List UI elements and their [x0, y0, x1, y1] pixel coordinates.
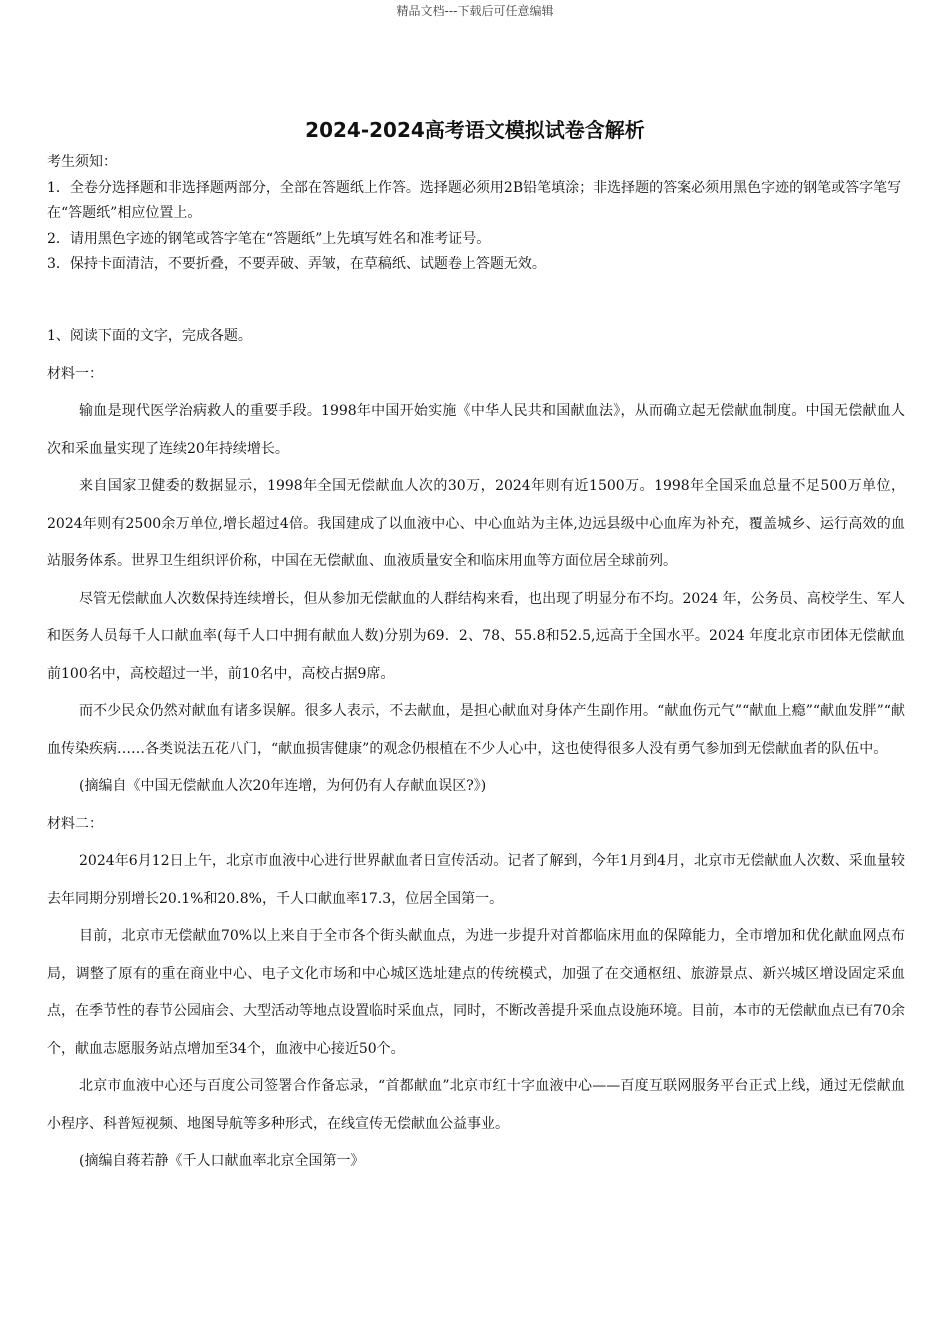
question-intro: 1、阅读下面的文字，完成各题。: [47, 328, 252, 344]
paragraph: 而不少民众仍然对献血有诸多误解。很多人表示，不去献血，是担心献血对身体产生副作用。“献血伤元气”“献血上瘾”“献血发胖”“献血传染疾病……各类说法五花八门，“献血损害健康”的观念仍根植在不少人心中，这也使得很多人没有勇气参加到无偿献血者的队伍中。: [47, 703, 905, 757]
paragraph: 尽管无偿献血人次数保持连续增长，但从参加无偿献血的人群结构来看，也出现了明显分布不均。2024 年，公务员、高校学生、军人和医务人员每千人口献血率(每千人口中拥有献血人数)分别为69．2、78、55.8和52.5,远高于全国水平。2024 年度北京市团体无偿献血前100名中，高校超过一半，前10名中，高校占据9席。: [47, 590, 905, 682]
paragraph: 输血是现代医学治病救人的重要手段。1998年中国开始实施《中华人民共和国献血法》，从而确立起无偿献血制度。中国无偿献血人次和采血量实现了连续20年持续增长。: [47, 403, 905, 457]
paragraph: 来自国家卫健委的数据显示，1998年全国无偿献血人次的30万，2024年则有近1500万。1998年全国采血总量不足500万单位，2024年则有2500余万单位,增长超过4倍。我国建成了以血液中心、中心血站为主体,边远县级中心血库为补充，覆盖城乡、运行高效的血站服务体系。世界卫生组织评价称，中国在无偿献血、血液质量安全和临床用血等方面位居全球前列。: [47, 478, 905, 569]
notice-item: 1．全卷分选择题和非选择题两部分，全部在答题纸上作答。选择题必须用2B铅笔填涂；非选择题的答案必须用黑色字迹的钢笔或答字笔写在“答题纸”相应位置上。: [47, 179, 902, 221]
notice-item: 2．请用黑色字迹的钢笔或答字笔在“答题纸”上先填写姓名和准考证号。: [47, 230, 491, 247]
document-title: 2024-2024高考语文模拟试卷含解析: [305, 118, 645, 142]
material-label: 材料一：: [47, 365, 103, 382]
paragraph: 北京市血液中心还与百度公司签署合作备忘录，“首都献血”北京市红十字血液中心——百度互联网服务平台正式上线，通过无偿献血小程序、科普短视频、地图导航等多种形式，在线宣传无偿献血公益事业。: [47, 1078, 905, 1132]
paragraph: 目前，北京市无偿献血70%以上来自于全市各个街头献血点，为进一步提升对首都临床用血的保障能力，全市增加和优化献血网点布局，调整了原有的重在商业中心、电子文化市场和中心城区选址建点的传统模式，加强了在交通枢纽、旅游景点、新兴城区增设固定采血点，在季节性的春节公园庙会、大型活动等地点设置临时采血点，同时，不断改善提升采血点设施环境。目前，本市的无偿献血点已有70余个，献血志愿服务站点增加至34个，血液中心接近50个。: [47, 928, 905, 1057]
paragraph: 2024年6月12日上午，北京市血液中心进行世界献血者日宣传活动。记者了解到，今年1月到4月，北京市无偿献血人次数、采血量较去年同期分别增长20.1%和20.8%，千人口献血率17.3，位居全国第一。: [47, 853, 905, 907]
exam-notice: [47, 150, 907, 278]
notice-item: 3．保持卡面清洁，不要折叠，不要弄破、弄皱，在草稿纸、试题卷上答题无效。: [47, 256, 546, 272]
source-note: (摘编自《中国无偿献血人次20年连增，为何仍有人存献血误区?》): [79, 778, 487, 794]
source-note: (摘编自蒋若静《千人口献血率北京全国第一》: [79, 1153, 365, 1169]
notice-heading: 考生须知：: [47, 154, 117, 170]
material-label: 材料二：: [47, 815, 103, 832]
page-header: 精品文档---下载后可任意编辑: [396, 4, 554, 18]
question-body: [47, 318, 905, 1181]
